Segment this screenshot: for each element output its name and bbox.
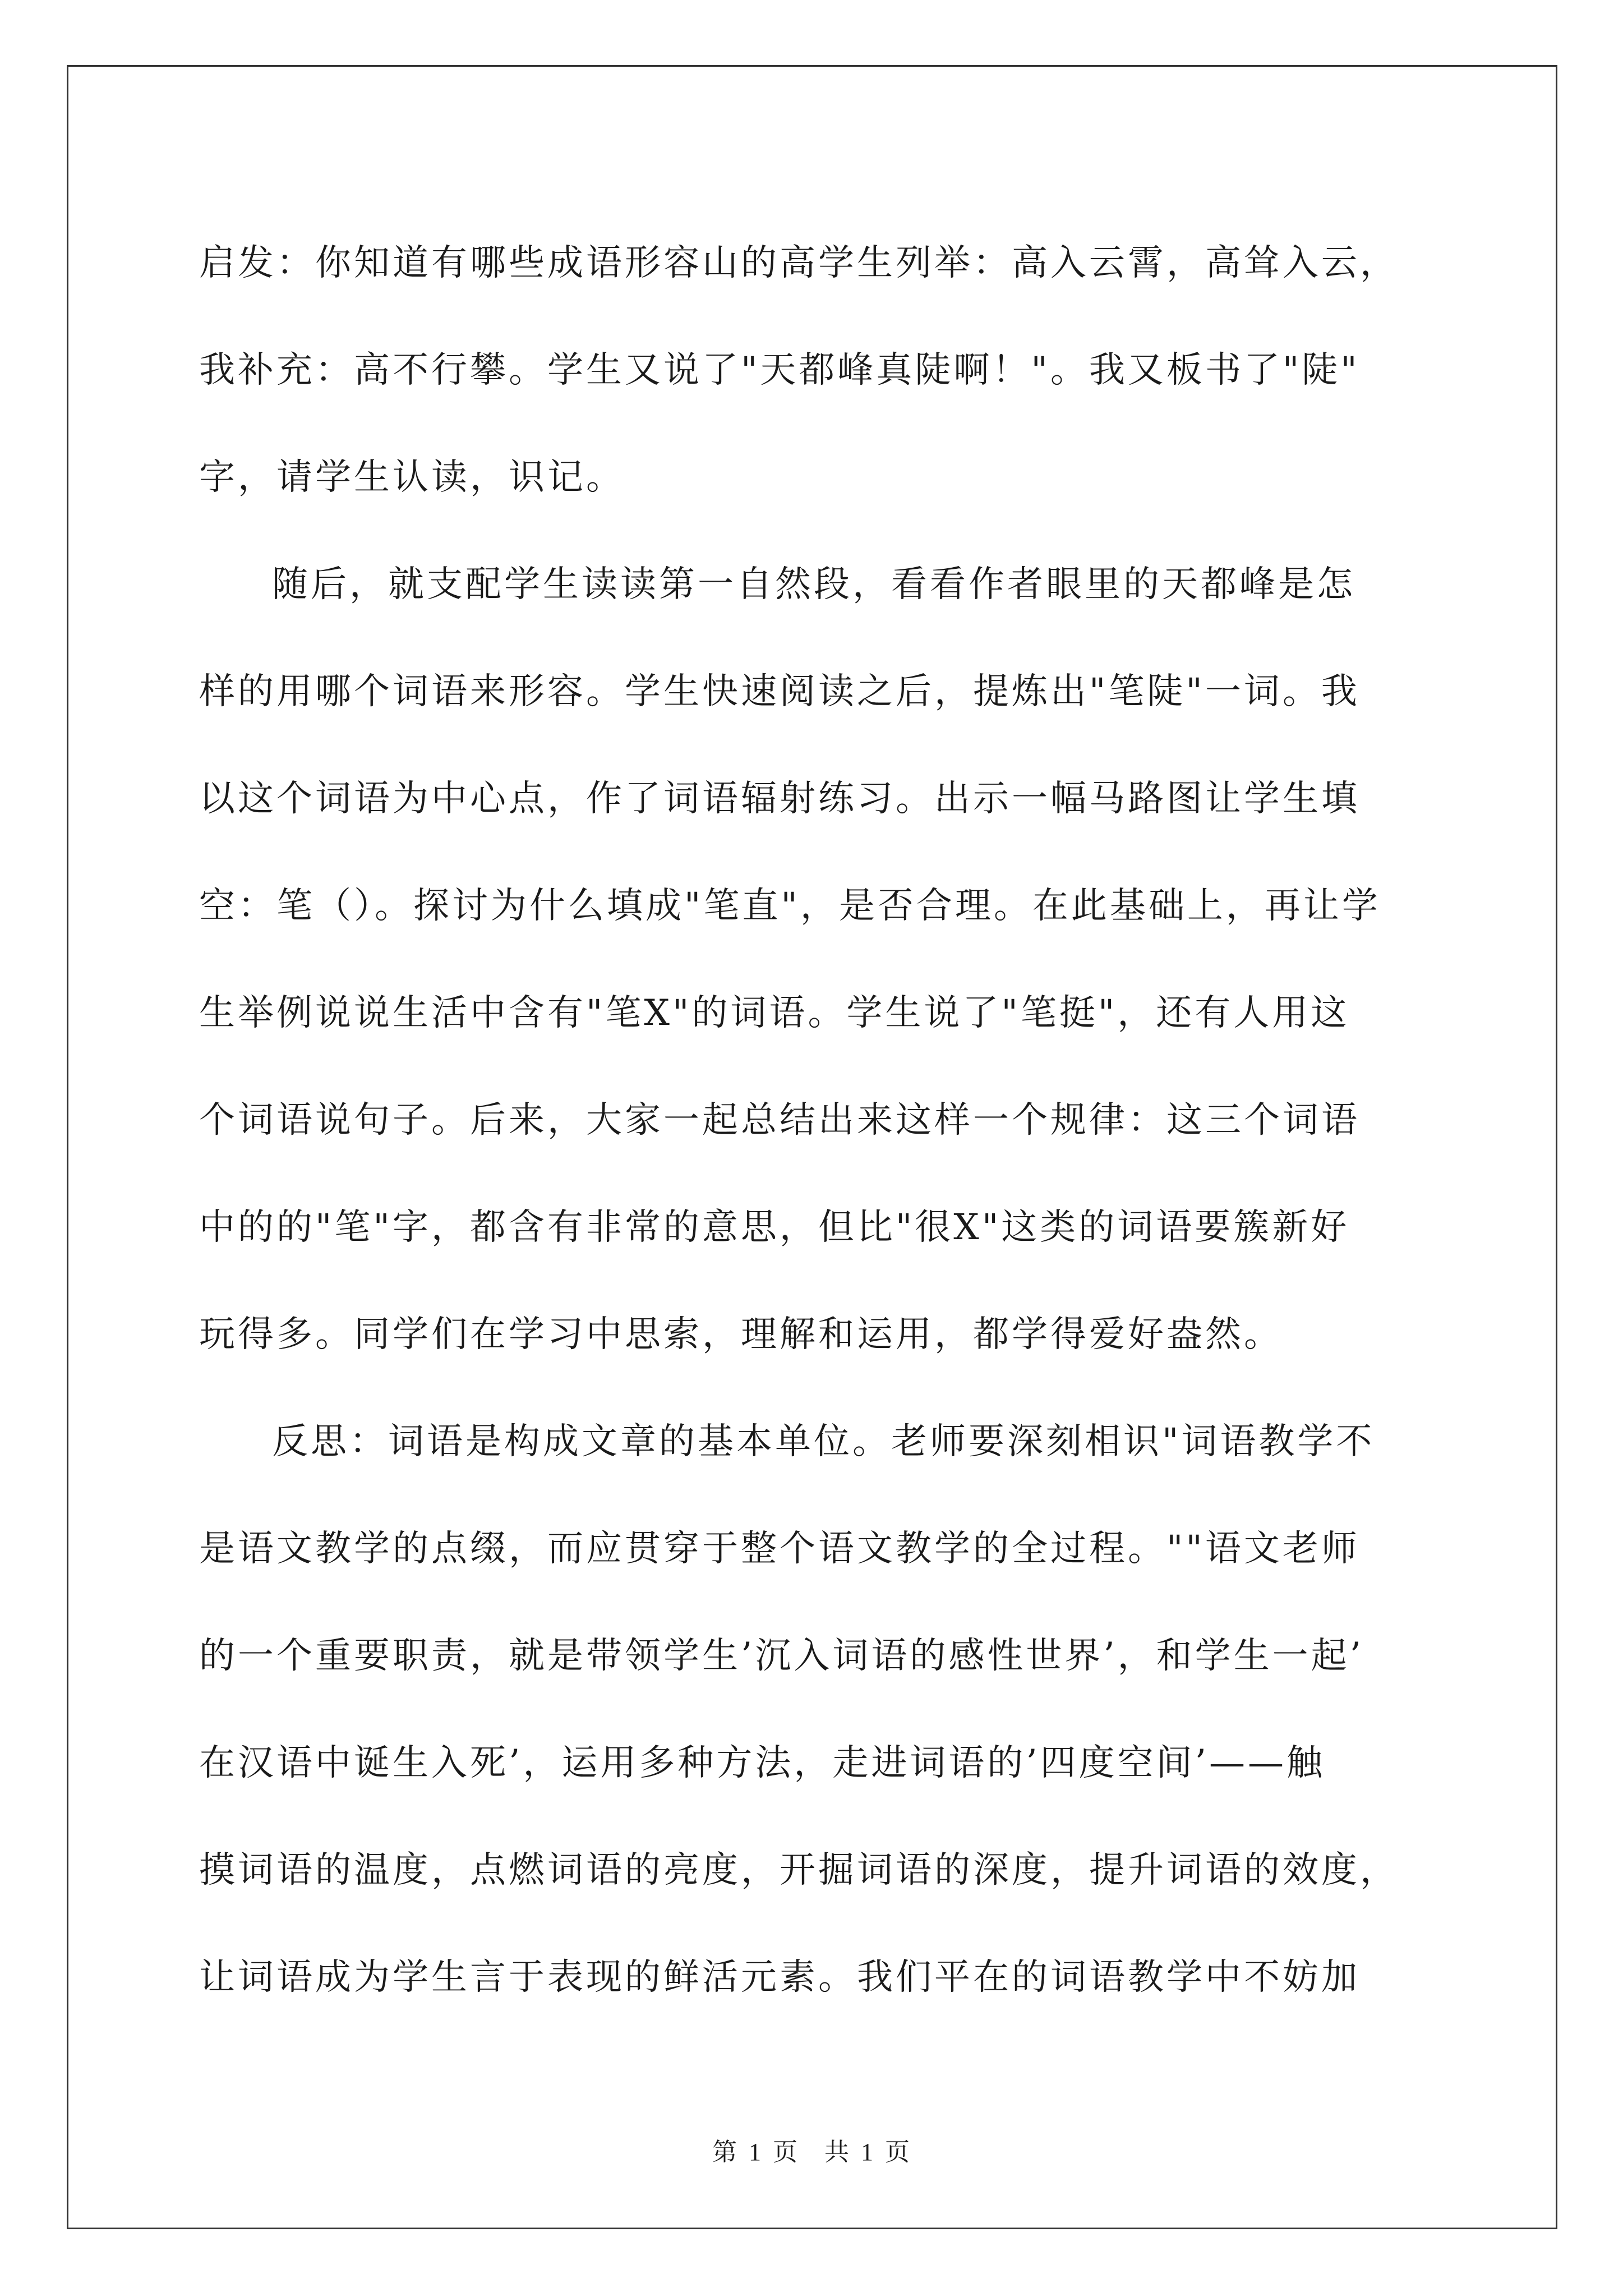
text-line: 摸词语的温度，点燃词语的亮度，开掘词语的深度，提升词语的效度，	[199, 1849, 1399, 1891]
text-line: 让词语成为学生言于表现的鲜活元素。我们平在的词语教学中不妨加	[199, 1957, 1360, 1998]
text-line: 中的的"笔"字，都含有非常的意思，但比"很X"这类的词语要簇新好	[199, 1207, 1350, 1248]
text-line: 字，请学生认读，识记。	[199, 457, 625, 498]
text-line: 以这个词语为中心点，作了词语辐射练习。出示一幅马路图让学生填	[199, 778, 1360, 820]
text-line: 空：笔（）。探讨为什么填成"笔直"，是否合理。在此基础上，再让学	[199, 885, 1381, 927]
paragraph-start-line: 随后，就支配学生读读第一自然段，看看作者眼里的天都峰是怎	[272, 564, 1355, 605]
text-line: 生举例说说生活中含有"笔X"的词语。学生说了"笔挺"，还有人用这	[199, 992, 1350, 1034]
text-line: 启发：你知道有哪些成语形容山的高学生列举：高入云霄，高耸入云，	[199, 242, 1399, 284]
text-line: 我补充：高不行攀。学生又说了"天都峰真陡啊！"。我又板书了"陡"	[199, 349, 1360, 391]
paragraph-start-line: 反思：词语是构成文章的基本单位。老师要深刻相识"词语教学不	[272, 1421, 1375, 1462]
text-line: 样的用哪个词语来形容。学生快速阅读之后，提炼出"笔陡"一词。我	[199, 671, 1360, 712]
page-number-footer: 第 1 页 共 1 页	[712, 2138, 911, 2166]
text-line: 在汉语中诞生入死’，运用多种方法，走进词语的’四度空间’——触	[199, 1742, 1326, 1784]
text-line: 个词语说句子。后来，大家一起总结出来这样一个规律：这三个词语	[199, 1099, 1360, 1141]
document-body	[199, 210, 1451, 2031]
text-line: 的一个重要职责，就是带领学生’沉入词语的感性世界’，和学生一起’	[199, 1635, 1364, 1677]
text-line: 是语文教学的点缀，而应贯穿于整个语文教学的全过程。""语文老师	[199, 1528, 1360, 1570]
text-line: 玩得多。同学们在学习中思索，理解和运用，都学得爱好盎然。	[199, 1314, 1283, 1355]
